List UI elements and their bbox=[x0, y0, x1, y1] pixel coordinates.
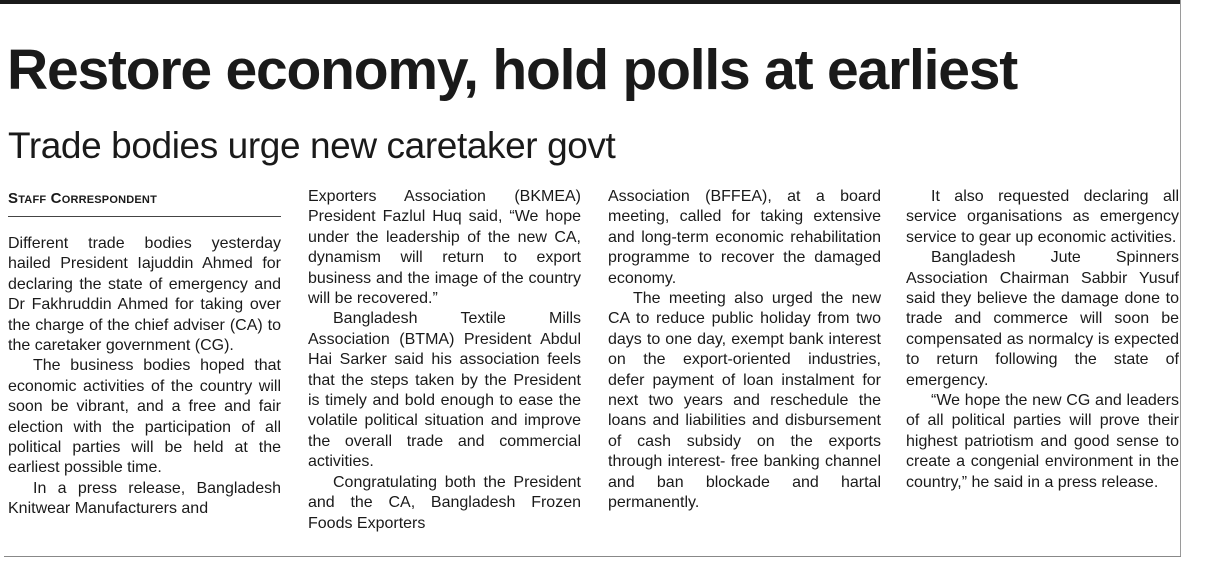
bottom-rule bbox=[4, 556, 1181, 557]
paragraph: “We hope the new CG and leaders of all political parties will prove their highest patriotism and good sense to create a congenial environment in the country,” he said in a press release. bbox=[906, 392, 1179, 491]
article-column-2 bbox=[308, 187, 581, 534]
paragraph: Association (BFFEA), at a board meeting, called for taking extensive and long-term economic rehabilitation programme to recover the damaged economy. bbox=[608, 188, 881, 287]
subheadline: Trade bodies urge new caretaker govt bbox=[8, 125, 616, 166]
paragraph: Bangladesh Textile Mills Association (BTMA) President Abdul Hai Sarker said his association feels that the steps taken by the President is timely and bold enough to ease the volatile political situation and improve the overall trade and commercial activities. bbox=[308, 310, 581, 471]
paragraph: Bangladesh Jute Spinners Association Chairman Sabbir Yusuf said they believe the damage done to trade and commerce will soon be compensated as normalcy is expected to return following the state of emergency. bbox=[906, 249, 1179, 389]
paragraph: Exporters Association (BKMEA) President Fazlul Huq said, “We hope under the leadership of the new CA, dynamism will return to export business and the image of the country will be recovered.” bbox=[308, 188, 581, 308]
paragraph: In a press release, Bangladesh Knitwear Manufacturers and bbox=[8, 479, 281, 518]
paragraph: Different trade bodies yesterday hailed President Iajuddin Ahmed for declaring the state of emergency and Dr Fakhruddin Ahmed for taking over the charge of the chief adviser (CA) to the caretaker government (CG). bbox=[8, 235, 281, 355]
paragraph: The business bodies hoped that economic activities of the country will soon be vibrant, and a free and fair election with the participation of all political parties will be held at the earliest possible time. bbox=[8, 357, 281, 477]
paragraph: Congratulating both the President and the CA, Bangladesh Frozen Foods Exporters bbox=[308, 473, 581, 532]
paragraph: It also requested declaring all service organisations as emergency service to gear up economic activities. bbox=[906, 188, 1179, 246]
headline: Restore economy, hold polls at earliest bbox=[7, 38, 1018, 102]
article-column-3 bbox=[608, 187, 881, 514]
byline bbox=[8, 189, 157, 209]
right-border bbox=[1180, 0, 1181, 556]
byline-rule bbox=[8, 216, 281, 217]
top-rule bbox=[0, 0, 1180, 4]
paragraph: The meeting also urged the new CA to reduce public holiday from two days to one day, exempt bank interest on the export-oriented industries, defer payment of loan instalment for next two years and reschedule the loans and liabilities and disbursement of cash subsidy on the exports through interest- free banking channel and ban blockade and hartal permanently. bbox=[608, 290, 881, 512]
article-column-1 bbox=[8, 234, 281, 520]
byline-text: Staff Correspondent bbox=[8, 190, 157, 207]
article-column-4 bbox=[906, 187, 1179, 493]
